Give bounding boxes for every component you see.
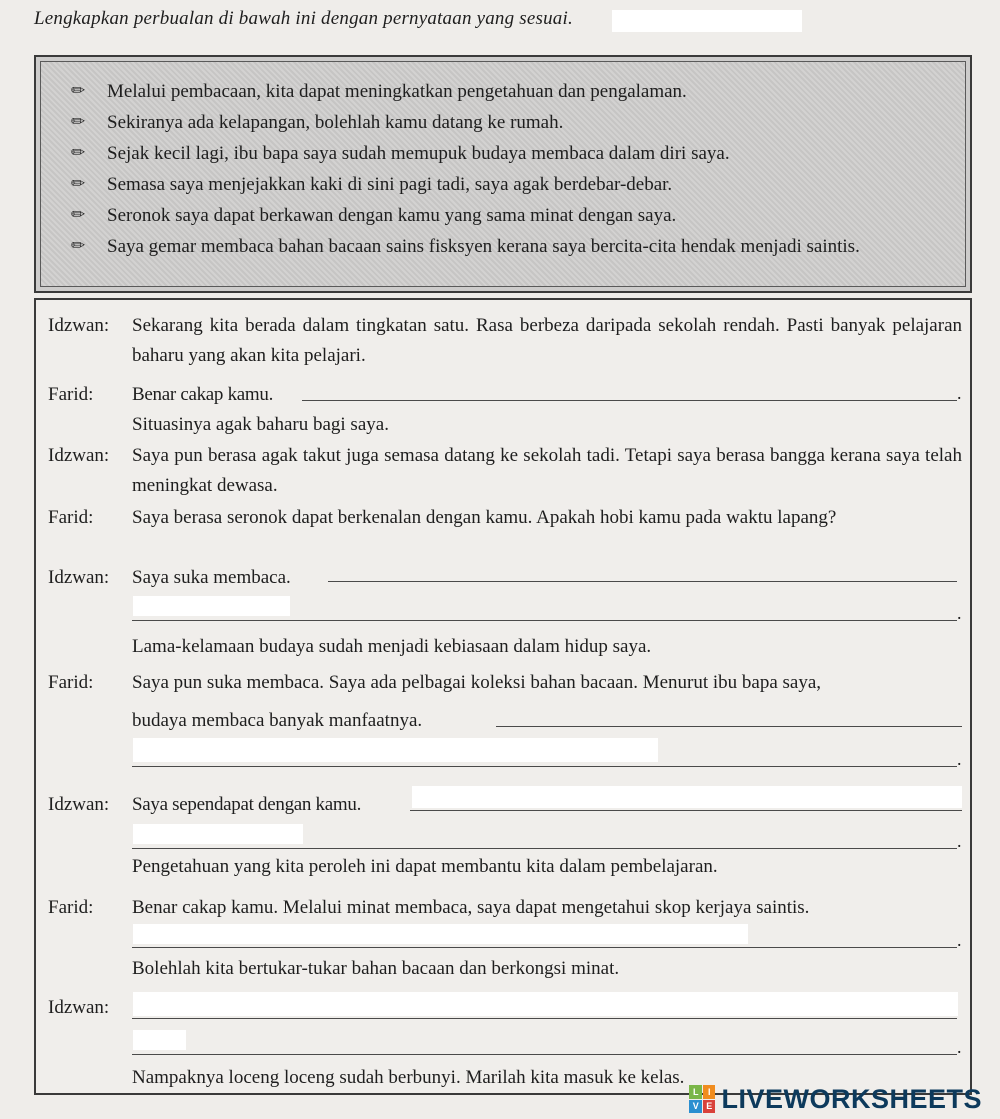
answer-blank[interactable] xyxy=(133,596,290,616)
dialog-line: Situasinya agak baharu bagi saya. xyxy=(132,414,389,435)
option-text: Sekiranya ada kelapangan, bolehlah kamu datang ke rumah. xyxy=(107,112,564,133)
answer-blank[interactable] xyxy=(612,10,802,32)
logo-mark-letter: V xyxy=(689,1100,702,1114)
dialog-line: Saya pun berasa agak takut juga semasa datang ke sekolah tadi. Tetapi saya berasa bangga kerana saya telah meningkat dewasa. xyxy=(132,445,962,496)
liveworksheets-logo-icon xyxy=(689,1085,715,1113)
period: . xyxy=(957,383,962,403)
option-item-6 xyxy=(71,233,951,260)
dialog-line: Saya berasa seronok dapat berkenalan dengan kamu. Apakah hobi kamu pada waktu lapang? xyxy=(132,507,837,528)
speaker-farid: Farid: xyxy=(48,897,94,918)
dialog-line: Nampaknya loceng loceng sudah berbunyi. Marilah kita masuk ke kelas. xyxy=(132,1067,685,1088)
option-text: Melalui pembacaan, kita dapat meningkatkan pengetahuan dan pengalaman. xyxy=(107,81,687,102)
pencil-icon: ✏ xyxy=(71,143,86,163)
answer-line[interactable] xyxy=(132,620,957,621)
speaker-idzwan: Idzwan: xyxy=(48,997,110,1018)
answer-blank[interactable] xyxy=(133,924,748,944)
speaker-idzwan: Idzwan: xyxy=(48,567,110,588)
pencil-icon: ✏ xyxy=(71,205,86,225)
period: . xyxy=(957,831,962,851)
option-item-4 xyxy=(71,171,951,198)
answer-line[interactable] xyxy=(132,848,957,849)
dialog-line: Pengetahuan yang kita peroleh ini dapat membantu kita dalam pembelajaran. xyxy=(132,856,718,877)
dialog-line: Saya suka membaca. xyxy=(132,567,291,588)
period: . xyxy=(957,1037,962,1057)
pencil-icon: ✏ xyxy=(71,174,86,194)
pencil-icon: ✏ xyxy=(71,81,86,101)
option-text: Seronok saya dapat berkawan dengan kamu yang sama minat dengan saya. xyxy=(107,205,677,226)
speaker-farid: Farid: xyxy=(48,672,94,693)
answer-line[interactable] xyxy=(132,766,957,767)
option-text: Sejak kecil lagi, ibu bapa saya sudah memupuk budaya membaca dalam diri saya. xyxy=(107,143,730,164)
speaker-idzwan: Idzwan: xyxy=(48,315,110,336)
dialog-line: budaya membaca banyak manfaatnya. xyxy=(132,710,423,731)
pencil-icon: ✏ xyxy=(71,112,86,132)
dialog-line: Sekarang kita berada dalam tingkatan satu. Rasa berbeza daripada sekolah rendah. Pasti banyak pelajaran baharu yang akan kita pelajari. xyxy=(132,315,962,366)
option-text: Semasa saya menjejakkan kaki di sini pagi tadi, saya agak berdebar-debar. xyxy=(107,174,673,195)
logo-mark-letter: I xyxy=(703,1085,716,1099)
liveworksheets-logo xyxy=(689,1083,982,1115)
option-item-5 xyxy=(71,202,951,229)
dialog-line: Saya sependapat dengan kamu. xyxy=(132,794,362,815)
instruction-text: Lengkapkan perbualan di bawah ini dengan pernyataan yang sesuai. xyxy=(34,8,573,29)
answer-line[interactable] xyxy=(496,726,962,727)
options-box xyxy=(34,55,972,293)
pencil-icon: ✏ xyxy=(71,236,86,256)
period: . xyxy=(957,603,962,623)
answer-blank[interactable] xyxy=(133,992,958,1016)
answer-line[interactable] xyxy=(302,400,957,401)
answer-blank[interactable] xyxy=(412,786,962,808)
period: . xyxy=(957,749,962,769)
dialog-line: Bolehlah kita bertukar-tukar bahan bacaan dan berkongsi minat. xyxy=(132,958,620,979)
speaker-idzwan: Idzwan: xyxy=(48,794,110,815)
answer-blank[interactable] xyxy=(133,1030,186,1050)
speaker-farid: Farid: xyxy=(48,507,94,528)
logo-text: LIVEWORKSHEETS xyxy=(721,1083,982,1114)
dialog-line: Benar cakap kamu. xyxy=(132,384,274,405)
logo-mark-letter: L xyxy=(689,1085,702,1099)
answer-line[interactable] xyxy=(132,947,957,948)
option-text: Saya gemar membaca bahan bacaan sains fisksyen kerana saya bercita-cita hendak menjadi saintis. xyxy=(107,236,860,257)
answer-blank[interactable] xyxy=(133,738,658,762)
speaker-idzwan: Idzwan: xyxy=(48,445,110,466)
dialog-line: Saya pun suka membaca. Saya ada pelbagai koleksi bahan bacaan. Menurut ibu bapa saya, xyxy=(132,672,822,693)
option-item-3 xyxy=(71,140,951,167)
answer-blank[interactable] xyxy=(133,824,303,844)
option-item-2 xyxy=(71,109,951,136)
options-box-inner xyxy=(40,61,966,287)
dialog-line: Lama-kelamaan budaya sudah menjadi kebiasaan dalam hidup saya. xyxy=(132,636,652,657)
answer-line[interactable] xyxy=(132,1018,957,1019)
answer-line[interactable] xyxy=(132,1054,957,1055)
logo-mark-letter: E xyxy=(703,1100,716,1114)
dialog-line: Benar cakap kamu. Melalui minat membaca, saya dapat mengetahui skop kerjaya saintis. xyxy=(132,897,810,918)
period: . xyxy=(957,930,962,950)
answer-line[interactable] xyxy=(410,810,962,811)
option-item-1 xyxy=(71,78,951,105)
speaker-farid: Farid: xyxy=(48,384,94,405)
answer-line[interactable] xyxy=(328,581,957,582)
